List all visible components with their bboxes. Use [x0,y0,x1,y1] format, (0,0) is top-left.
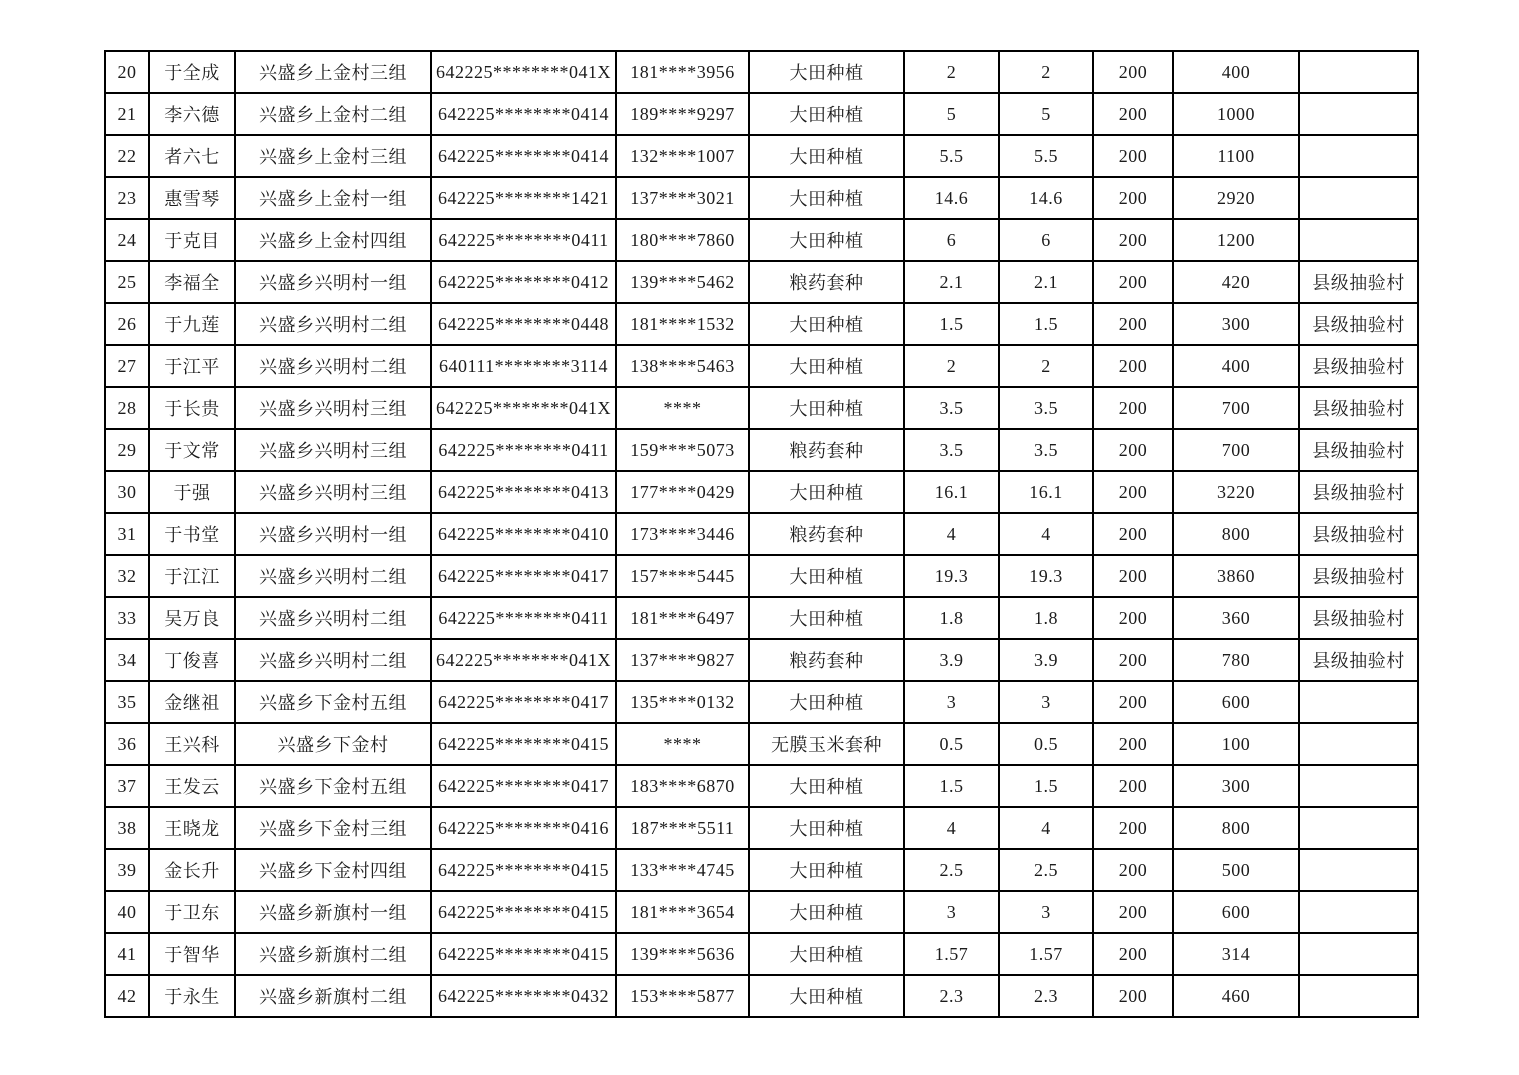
cell-name: 于克目 [149,219,235,261]
cell-seq: 42 [105,975,149,1017]
cell-phone: 181****6497 [616,597,749,639]
cell-remark: 县级抽验村 [1299,555,1418,597]
cell-village-group: 兴盛乡上金村二组 [235,93,431,135]
cell-name: 者六七 [149,135,235,177]
cell-phone: 183****6870 [616,765,749,807]
table-row [105,681,1418,723]
cell-remark: 县级抽验村 [1299,471,1418,513]
cell-seq: 32 [105,555,149,597]
cell-seq: 31 [105,513,149,555]
cell-subsidy-amount: 800 [1173,807,1299,849]
cell-remark [1299,135,1418,177]
cell-subsidy-amount: 300 [1173,303,1299,345]
cell-subsidy-standard: 200 [1093,219,1173,261]
cell-phone: 181****3654 [616,891,749,933]
cell-declared-area: 2.5 [904,849,999,891]
cell-verified-area: 1.5 [999,765,1093,807]
cell-planting-type: 大田种植 [749,177,904,219]
cell-name: 吴万良 [149,597,235,639]
cell-subsidy-amount: 600 [1173,681,1299,723]
table-row [105,471,1418,513]
cell-remark [1299,891,1418,933]
cell-verified-area: 5 [999,93,1093,135]
cell-name: 王发云 [149,765,235,807]
cell-village-group: 兴盛乡兴明村一组 [235,261,431,303]
cell-name: 于强 [149,471,235,513]
cell-declared-area: 0.5 [904,723,999,765]
cell-village-group: 兴盛乡上金村一组 [235,177,431,219]
cell-planting-type: 粮药套种 [749,513,904,555]
cell-subsidy-standard: 200 [1093,639,1173,681]
cell-name: 于江平 [149,345,235,387]
cell-subsidy-standard: 200 [1093,807,1173,849]
cell-id-number: 642225********0414 [431,135,616,177]
cell-planting-type: 大田种植 [749,51,904,93]
cell-village-group: 兴盛乡下金村五组 [235,681,431,723]
cell-subsidy-standard: 200 [1093,555,1173,597]
cell-planting-type: 大田种植 [749,345,904,387]
cell-subsidy-standard: 200 [1093,849,1173,891]
table-row [105,429,1418,471]
table-row [105,387,1418,429]
cell-id-number: 642225********0415 [431,849,616,891]
cell-verified-area: 3.5 [999,429,1093,471]
cell-declared-area: 4 [904,513,999,555]
cell-declared-area: 1.5 [904,765,999,807]
cell-planting-type: 大田种植 [749,975,904,1017]
cell-subsidy-standard: 200 [1093,177,1173,219]
cell-subsidy-amount: 420 [1173,261,1299,303]
cell-subsidy-amount: 400 [1173,345,1299,387]
cell-subsidy-standard: 200 [1093,933,1173,975]
cell-village-group: 兴盛乡新旗村二组 [235,933,431,975]
cell-declared-area: 1.57 [904,933,999,975]
cell-id-number: 642225********0415 [431,891,616,933]
cell-declared-area: 2 [904,345,999,387]
cell-name: 王兴科 [149,723,235,765]
cell-phone: 135****0132 [616,681,749,723]
cell-id-number: 642225********0410 [431,513,616,555]
cell-planting-type: 大田种植 [749,891,904,933]
subsidy-roster-table [104,50,1419,1018]
cell-remark [1299,219,1418,261]
cell-subsidy-amount: 460 [1173,975,1299,1017]
cell-subsidy-standard: 200 [1093,681,1173,723]
cell-declared-area: 16.1 [904,471,999,513]
cell-subsidy-amount: 700 [1173,387,1299,429]
cell-seq: 24 [105,219,149,261]
cell-declared-area: 5 [904,93,999,135]
cell-verified-area: 16.1 [999,471,1093,513]
cell-village-group: 兴盛乡新旗村一组 [235,891,431,933]
cell-verified-area: 3 [999,891,1093,933]
cell-name: 于长贵 [149,387,235,429]
cell-name: 李福全 [149,261,235,303]
cell-seq: 26 [105,303,149,345]
cell-name: 李六德 [149,93,235,135]
cell-phone: **** [616,387,749,429]
cell-planting-type: 大田种植 [749,219,904,261]
table-row [105,933,1418,975]
cell-subsidy-standard: 200 [1093,429,1173,471]
table-row [105,639,1418,681]
cell-verified-area: 1.5 [999,303,1093,345]
cell-village-group: 兴盛乡兴明村三组 [235,387,431,429]
cell-name: 于永生 [149,975,235,1017]
cell-verified-area: 6 [999,219,1093,261]
cell-phone: 187****5511 [616,807,749,849]
cell-subsidy-amount: 800 [1173,513,1299,555]
cell-planting-type: 大田种植 [749,303,904,345]
cell-name: 于书堂 [149,513,235,555]
cell-subsidy-standard: 200 [1093,135,1173,177]
cell-name: 王晓龙 [149,807,235,849]
cell-subsidy-amount: 2920 [1173,177,1299,219]
cell-remark: 县级抽验村 [1299,639,1418,681]
cell-remark [1299,933,1418,975]
cell-declared-area: 2 [904,51,999,93]
table-row [105,261,1418,303]
cell-subsidy-amount: 300 [1173,765,1299,807]
cell-name: 丁俊喜 [149,639,235,681]
cell-id-number: 642225********0415 [431,933,616,975]
cell-seq: 37 [105,765,149,807]
cell-declared-area: 3 [904,681,999,723]
table-row [105,177,1418,219]
cell-verified-area: 14.6 [999,177,1093,219]
cell-id-number: 642225********0417 [431,681,616,723]
cell-subsidy-amount: 100 [1173,723,1299,765]
cell-seq: 22 [105,135,149,177]
cell-phone: 132****1007 [616,135,749,177]
cell-remark [1299,93,1418,135]
cell-subsidy-amount: 500 [1173,849,1299,891]
cell-phone: 139****5636 [616,933,749,975]
table-row [105,345,1418,387]
cell-id-number: 642225********1421 [431,177,616,219]
cell-declared-area: 4 [904,807,999,849]
cell-verified-area: 4 [999,807,1093,849]
cell-phone: **** [616,723,749,765]
cell-subsidy-standard: 200 [1093,723,1173,765]
cell-name: 于文常 [149,429,235,471]
cell-subsidy-standard: 200 [1093,261,1173,303]
cell-village-group: 兴盛乡兴明村一组 [235,513,431,555]
cell-name: 于江江 [149,555,235,597]
cell-phone: 177****0429 [616,471,749,513]
cell-remark: 县级抽验村 [1299,597,1418,639]
cell-id-number: 642225********041X [431,51,616,93]
cell-subsidy-amount: 360 [1173,597,1299,639]
cell-subsidy-standard: 200 [1093,387,1173,429]
table-row [105,93,1418,135]
cell-seq: 30 [105,471,149,513]
cell-declared-area: 1.8 [904,597,999,639]
cell-phone: 138****5463 [616,345,749,387]
cell-id-number: 642225********0417 [431,765,616,807]
cell-planting-type: 粮药套种 [749,429,904,471]
cell-subsidy-amount: 700 [1173,429,1299,471]
cell-seq: 21 [105,93,149,135]
cell-id-number: 642225********041X [431,639,616,681]
cell-id-number: 640111********3114 [431,345,616,387]
cell-verified-area: 2.3 [999,975,1093,1017]
cell-subsidy-standard: 200 [1093,471,1173,513]
cell-remark: 县级抽验村 [1299,303,1418,345]
cell-phone: 157****5445 [616,555,749,597]
cell-seq: 38 [105,807,149,849]
cell-declared-area: 2.3 [904,975,999,1017]
cell-verified-area: 3.9 [999,639,1093,681]
cell-subsidy-amount: 400 [1173,51,1299,93]
cell-village-group: 兴盛乡上金村三组 [235,135,431,177]
cell-remark [1299,975,1418,1017]
cell-subsidy-amount: 780 [1173,639,1299,681]
table-row [105,555,1418,597]
cell-village-group: 兴盛乡兴明村二组 [235,597,431,639]
cell-seq: 20 [105,51,149,93]
cell-phone: 181****3956 [616,51,749,93]
cell-subsidy-standard: 200 [1093,975,1173,1017]
table-row [105,849,1418,891]
cell-subsidy-amount: 1100 [1173,135,1299,177]
cell-verified-area: 5.5 [999,135,1093,177]
cell-id-number: 642225********0413 [431,471,616,513]
cell-phone: 153****5877 [616,975,749,1017]
cell-id-number: 642225********0417 [431,555,616,597]
cell-name: 金长升 [149,849,235,891]
cell-subsidy-standard: 200 [1093,891,1173,933]
cell-village-group: 兴盛乡兴明村三组 [235,429,431,471]
cell-subsidy-amount: 3860 [1173,555,1299,597]
cell-declared-area: 6 [904,219,999,261]
cell-subsidy-amount: 314 [1173,933,1299,975]
cell-village-group: 兴盛乡下金村五组 [235,765,431,807]
cell-subsidy-amount: 1000 [1173,93,1299,135]
table-row [105,891,1418,933]
cell-planting-type: 大田种植 [749,849,904,891]
cell-verified-area: 1.8 [999,597,1093,639]
cell-name: 于智华 [149,933,235,975]
cell-declared-area: 3.9 [904,639,999,681]
cell-id-number: 642225********0414 [431,93,616,135]
cell-id-number: 642225********0411 [431,597,616,639]
cell-planting-type: 无膜玉米套种 [749,723,904,765]
cell-subsidy-standard: 200 [1093,303,1173,345]
cell-phone: 181****1532 [616,303,749,345]
cell-remark: 县级抽验村 [1299,345,1418,387]
cell-remark [1299,849,1418,891]
cell-planting-type: 大田种植 [749,933,904,975]
cell-name: 于全成 [149,51,235,93]
cell-phone: 139****5462 [616,261,749,303]
cell-declared-area: 3.5 [904,429,999,471]
cell-village-group: 兴盛乡兴明村三组 [235,471,431,513]
cell-village-group: 兴盛乡兴明村二组 [235,639,431,681]
cell-remark [1299,177,1418,219]
cell-remark [1299,51,1418,93]
cell-planting-type: 大田种植 [749,681,904,723]
cell-verified-area: 3.5 [999,387,1093,429]
cell-subsidy-amount: 600 [1173,891,1299,933]
cell-subsidy-standard: 200 [1093,51,1173,93]
cell-id-number: 642225********0411 [431,219,616,261]
cell-planting-type: 大田种植 [749,93,904,135]
cell-planting-type: 大田种植 [749,387,904,429]
cell-seq: 28 [105,387,149,429]
cell-id-number: 642225********0448 [431,303,616,345]
cell-seq: 41 [105,933,149,975]
cell-seq: 23 [105,177,149,219]
cell-declared-area: 5.5 [904,135,999,177]
cell-phone: 189****9297 [616,93,749,135]
cell-name: 金继祖 [149,681,235,723]
cell-subsidy-standard: 200 [1093,597,1173,639]
cell-seq: 35 [105,681,149,723]
cell-planting-type: 大田种植 [749,765,904,807]
cell-seq: 27 [105,345,149,387]
table-row [105,51,1418,93]
cell-declared-area: 3.5 [904,387,999,429]
cell-village-group: 兴盛乡下金村四组 [235,849,431,891]
cell-seq: 25 [105,261,149,303]
cell-remark: 县级抽验村 [1299,429,1418,471]
cell-id-number: 642225********041X [431,387,616,429]
cell-subsidy-standard: 200 [1093,513,1173,555]
table-row [105,597,1418,639]
cell-village-group: 兴盛乡兴明村二组 [235,555,431,597]
cell-village-group: 兴盛乡下金村 [235,723,431,765]
cell-name: 惠雪琴 [149,177,235,219]
cell-remark: 县级抽验村 [1299,261,1418,303]
cell-seq: 39 [105,849,149,891]
cell-remark [1299,807,1418,849]
cell-planting-type: 大田种植 [749,471,904,513]
table-row [105,135,1418,177]
cell-phone: 137****9827 [616,639,749,681]
cell-id-number: 642225********0411 [431,429,616,471]
cell-name: 于九莲 [149,303,235,345]
cell-subsidy-standard: 200 [1093,93,1173,135]
cell-seq: 29 [105,429,149,471]
cell-village-group: 兴盛乡下金村三组 [235,807,431,849]
cell-verified-area: 3 [999,681,1093,723]
cell-seq: 34 [105,639,149,681]
cell-planting-type: 粮药套种 [749,639,904,681]
cell-subsidy-amount: 3220 [1173,471,1299,513]
cell-verified-area: 2 [999,51,1093,93]
table-row [105,975,1418,1017]
table-row [105,765,1418,807]
cell-name: 于卫东 [149,891,235,933]
cell-remark [1299,681,1418,723]
cell-subsidy-amount: 1200 [1173,219,1299,261]
cell-verified-area: 2.5 [999,849,1093,891]
cell-village-group: 兴盛乡上金村三组 [235,51,431,93]
cell-village-group: 兴盛乡兴明村二组 [235,303,431,345]
cell-subsidy-standard: 200 [1093,765,1173,807]
cell-declared-area: 2.1 [904,261,999,303]
cell-remark [1299,765,1418,807]
cell-phone: 159****5073 [616,429,749,471]
cell-phone: 173****3446 [616,513,749,555]
table-row [105,303,1418,345]
cell-seq: 33 [105,597,149,639]
cell-seq: 40 [105,891,149,933]
cell-verified-area: 4 [999,513,1093,555]
cell-planting-type: 大田种植 [749,555,904,597]
table-row [105,723,1418,765]
cell-id-number: 642225********0412 [431,261,616,303]
table-row [105,219,1418,261]
cell-verified-area: 0.5 [999,723,1093,765]
cell-seq: 36 [105,723,149,765]
cell-subsidy-standard: 200 [1093,345,1173,387]
cell-declared-area: 19.3 [904,555,999,597]
cell-village-group: 兴盛乡新旗村二组 [235,975,431,1017]
cell-remark [1299,723,1418,765]
subsidy-table-body [105,51,1418,1017]
cell-verified-area: 2.1 [999,261,1093,303]
cell-remark: 县级抽验村 [1299,387,1418,429]
cell-id-number: 642225********0432 [431,975,616,1017]
cell-phone: 180****7860 [616,219,749,261]
cell-phone: 137****3021 [616,177,749,219]
cell-remark: 县级抽验村 [1299,513,1418,555]
cell-village-group: 兴盛乡兴明村二组 [235,345,431,387]
table-row [105,807,1418,849]
cell-village-group: 兴盛乡上金村四组 [235,219,431,261]
cell-verified-area: 19.3 [999,555,1093,597]
cell-verified-area: 1.57 [999,933,1093,975]
cell-declared-area: 3 [904,891,999,933]
cell-planting-type: 粮药套种 [749,261,904,303]
cell-phone: 133****4745 [616,849,749,891]
cell-planting-type: 大田种植 [749,807,904,849]
cell-declared-area: 14.6 [904,177,999,219]
cell-planting-type: 大田种植 [749,597,904,639]
table-row [105,513,1418,555]
cell-planting-type: 大田种植 [749,135,904,177]
cell-id-number: 642225********0415 [431,723,616,765]
cell-declared-area: 1.5 [904,303,999,345]
cell-id-number: 642225********0416 [431,807,616,849]
cell-verified-area: 2 [999,345,1093,387]
